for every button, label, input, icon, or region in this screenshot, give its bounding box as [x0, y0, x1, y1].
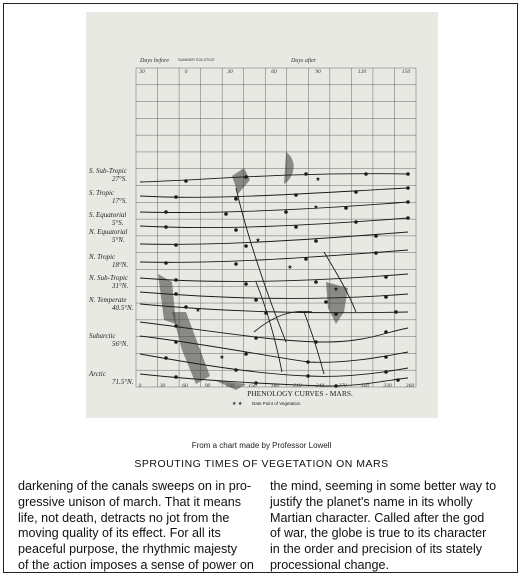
dark-regions	[158, 152, 348, 390]
top-tick-label: 60	[271, 69, 277, 75]
bottom-tick-label: 300	[360, 383, 370, 389]
phenology-curve	[140, 274, 408, 281]
vegetation-star: ★	[219, 355, 225, 361]
figure-credit: From a chart made by Professor Lowell	[191, 441, 332, 450]
chart-plate	[86, 12, 438, 418]
curve-point	[354, 220, 358, 224]
curve-point	[174, 278, 178, 282]
top-tick-label: 120	[357, 69, 367, 75]
curve-point	[314, 340, 318, 344]
row-label-latitude: 27°S.	[112, 175, 128, 183]
curve-point	[384, 295, 388, 299]
row-label-name: Arctic	[89, 370, 106, 378]
row-label-name: S. Tropic	[89, 189, 115, 197]
bottom-tick-label: 180	[270, 383, 280, 389]
phenology-curve	[140, 218, 408, 228]
row-label-latitude: 5°S.	[112, 219, 124, 227]
phenology-curve	[140, 354, 408, 376]
bottom-tick-label: 30	[159, 383, 166, 389]
curve-point	[406, 216, 410, 220]
curve-point	[254, 298, 258, 302]
row-label-name: S. Sub-Tropic	[89, 167, 127, 175]
text-line: processional change.	[270, 557, 390, 572]
text-line: peaceful purpose, the rhythmic majesty	[18, 542, 238, 557]
curve-point	[384, 330, 388, 334]
vegetation-star: ★	[233, 196, 239, 202]
curve-point	[354, 190, 358, 194]
phenology-curve	[304, 312, 324, 374]
figure-caption: SPROUTING TIMES OF VEGETATION ON MARS	[134, 458, 389, 470]
top-tick-label: 90	[315, 69, 321, 75]
chart-title: PHENOLOGY CURVES - MARS.	[247, 389, 353, 398]
curve-point	[344, 206, 348, 210]
curve-point	[294, 193, 298, 197]
curve-point	[164, 261, 168, 265]
curve-point	[264, 311, 268, 315]
curve-point	[304, 172, 308, 176]
curve-point	[324, 300, 328, 304]
phenology-curve	[140, 202, 408, 213]
curve-point	[406, 172, 410, 176]
curve-point	[406, 200, 410, 204]
curve-point	[334, 384, 338, 388]
text-line: darkening of the canals sweeps on in pro-	[18, 479, 252, 493]
curve-point	[294, 225, 298, 229]
curve-point	[374, 251, 378, 255]
text-line: in the order and precision of its stately	[270, 542, 483, 557]
curve-point	[364, 172, 368, 176]
text-line: of the action imposes a sense of power on	[18, 557, 254, 572]
bottom-tick-label: 0	[138, 383, 142, 389]
row-label-latitude: 5°N.	[112, 236, 125, 244]
row-label-latitude: 31°N.	[112, 282, 129, 290]
text-line: the mind, seeming in some better way to	[270, 479, 497, 493]
row-label-name: Subarctic	[89, 332, 116, 340]
curve-point	[234, 368, 238, 372]
vegetation-star: ★	[313, 205, 319, 211]
curve-point	[244, 282, 248, 286]
curve-point	[334, 312, 338, 316]
row-label-name: N. Sub-Tropic	[89, 274, 129, 282]
vegetation-star: ★	[255, 238, 261, 244]
days-after-label: Days after	[291, 58, 317, 64]
bottom-tick-label: 360	[405, 383, 415, 389]
row-label-latitude: 17°S.	[112, 197, 128, 205]
dark-region	[232, 168, 250, 194]
row-label-latitude: 71.5°N.	[112, 378, 134, 386]
dark-region	[284, 152, 294, 184]
text-line: of war, the globe is true to its character	[270, 526, 487, 541]
dark-region	[172, 312, 210, 384]
body-text-left-column	[18, 479, 261, 574]
curve-point	[314, 280, 318, 284]
curve-point	[244, 244, 248, 248]
phenology-curve	[140, 250, 408, 262]
text-line: moving quality of its effect. For all its	[18, 526, 221, 541]
bottom-tick-label: 330	[383, 383, 392, 389]
phenology-curve	[140, 174, 408, 182]
curve-point	[406, 186, 410, 190]
curve-point	[224, 212, 228, 216]
curve-point	[174, 375, 178, 379]
vegetation-star: ★	[195, 308, 201, 314]
row-label-latitude: 40.5°N.	[112, 304, 134, 312]
curve-point	[234, 228, 238, 232]
top-tick-label: 150	[401, 69, 411, 75]
curve-point	[306, 360, 310, 364]
row-labels	[88, 167, 134, 386]
bottom-tick-label: 210	[293, 383, 302, 389]
vegetation-star: ★	[287, 265, 293, 271]
curve-point	[284, 210, 288, 214]
bottom-tick-label: 270	[338, 383, 347, 389]
text-line: Martian character. Called after the god	[270, 510, 485, 525]
text-line: life, not death, detracts no jot from the	[18, 510, 230, 525]
curve-point	[174, 195, 178, 199]
curve-point	[184, 179, 188, 183]
phenology-curve	[140, 232, 408, 244]
phenology-chart	[86, 12, 438, 418]
vegetation-star: ★	[315, 177, 321, 183]
row-label-name: N. Temperate	[89, 296, 127, 304]
curve-point	[384, 370, 388, 374]
curve-point	[304, 257, 308, 261]
text-line: gressive unison of march. That it means	[18, 494, 242, 509]
curve-point	[374, 234, 378, 238]
curve-point	[174, 292, 178, 296]
phenology-curve	[140, 292, 408, 298]
legend-marker: ★ ★	[232, 401, 243, 407]
curve-point	[164, 356, 168, 360]
bottom-tick-label: 60	[182, 383, 188, 389]
curve-point	[384, 355, 388, 359]
text-line: justify the planet's name in its wholly	[270, 494, 473, 509]
bottom-tick-label: 90	[204, 383, 211, 389]
curve-point	[396, 378, 400, 382]
phenology-curve	[254, 311, 312, 332]
legend-text: Date Point of Vegetation	[252, 401, 301, 406]
curve-point	[314, 239, 318, 243]
days-before-label: Days before	[140, 58, 169, 64]
row-label-latitude: 18°N.	[112, 261, 129, 269]
row-label-latitude: 56°N.	[112, 340, 129, 348]
body-text-right-column	[270, 479, 513, 574]
bottom-tick-label: 240	[315, 383, 325, 389]
curve-point	[244, 175, 248, 179]
curve-point	[394, 310, 398, 314]
curve-point	[174, 340, 178, 344]
curve-point	[164, 210, 168, 214]
phenology-curve	[140, 188, 408, 197]
curve-point	[184, 305, 188, 309]
top-tick-label: 0	[184, 69, 188, 75]
row-label-name: S. Equatorial	[89, 211, 127, 219]
curve-point	[174, 243, 178, 247]
curve-point	[164, 225, 168, 229]
curve-point	[244, 352, 248, 356]
row-label-name: N. Equatorial	[89, 228, 128, 236]
curve-point	[306, 374, 310, 378]
top-tick-label: 30	[227, 69, 233, 75]
curve-point	[384, 275, 388, 279]
curve-point	[234, 262, 238, 266]
curve-point	[254, 336, 258, 340]
phenology-curves	[140, 174, 408, 386]
row-label-name: N. Tropic	[89, 253, 116, 261]
curve-point	[174, 324, 178, 328]
summer-solstice-label: SUMMER SOLSTICE	[178, 58, 215, 62]
top-tick-label: 30	[139, 69, 145, 75]
bottom-tick-label: 120	[225, 383, 235, 389]
bottom-tick-label: 150	[248, 383, 257, 389]
vegetation-star: ★	[333, 287, 339, 293]
